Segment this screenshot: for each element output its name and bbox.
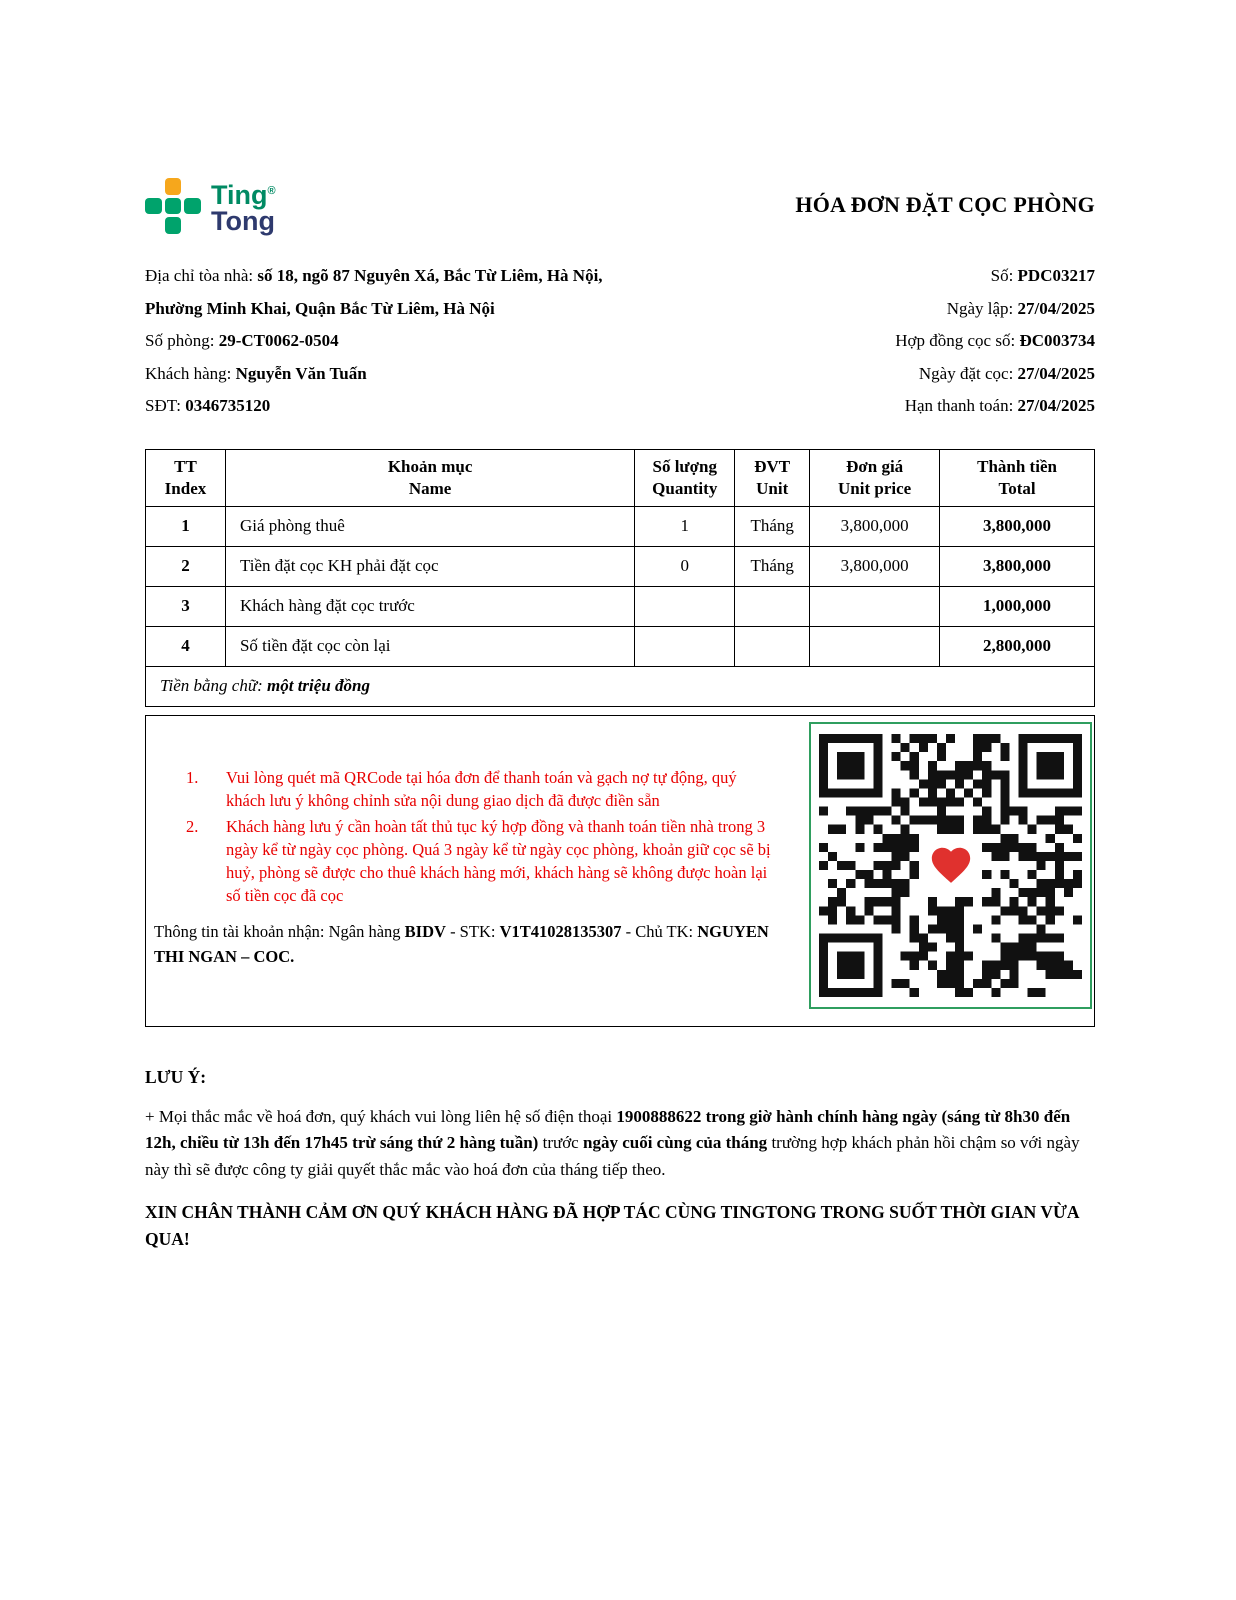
- table-row: [146, 506, 1095, 546]
- col-header-index: TT Index: [146, 449, 226, 506]
- notice-label: LƯU Ý:: [145, 1066, 207, 1087]
- cell-quantity: [635, 586, 735, 626]
- cell-quantity: 1: [635, 506, 735, 546]
- tingtong-logo: [145, 178, 276, 234]
- notes-box: [145, 715, 1095, 1027]
- payment-qr-code: [809, 722, 1092, 1009]
- cell-quantity: [635, 626, 735, 666]
- table-row: [146, 546, 1095, 586]
- col-header-unit: ĐVT Unit: [735, 449, 810, 506]
- cell-total: 1,000,000: [940, 586, 1095, 626]
- cell-name: Giá phòng thuê: [225, 506, 634, 546]
- building-address-line1: Địa chỉ tòa nhà: số 18, ngõ 87 Nguyên Xá, Bắc Từ Liêm, Hà Nội,: [145, 266, 603, 285]
- amount-in-words-row: [146, 666, 1095, 706]
- logo-word-tong: Tong: [211, 206, 275, 236]
- footer: [145, 1067, 1097, 1254]
- table-row: [146, 586, 1095, 626]
- cell-index: 1: [146, 506, 226, 546]
- cell-name: Tiền đặt cọc KH phải đặt cọc: [225, 546, 634, 586]
- cell-unit: Tháng: [735, 506, 810, 546]
- cell-unit-price: 3,800,000: [810, 546, 940, 586]
- payment-due-date: Hạn thanh toán: 27/04/2025: [904, 396, 1095, 415]
- invoice-number: Số: PDC03217: [990, 266, 1095, 285]
- cell-unit-price: 3,800,000: [810, 506, 940, 546]
- contact-notice: + Mọi thắc mắc về hoá đơn, quý khách vui lòng liên hệ số điện thoại 1900888622 trong giờ hành chính hàng ngày (sáng từ 8h30 đến 12h, chiều từ 13h đến 17h45 trừ sáng thứ 2 hàng tuần) trước ngày cuối cùng của tháng trường hợp khách phản hồi chậm so với ngày này thì sẽ được công ty giải quyết thắc mắc vào hoá đơn của tháng tiếp theo.: [145, 1106, 1080, 1179]
- building-address-line2: Phường Minh Khai, Quận Bắc Từ Liêm, Hà Nội: [145, 298, 495, 318]
- payment-notes-list: [146, 716, 771, 907]
- issue-date: Ngày lập: 27/04/2025: [946, 298, 1095, 318]
- note-item: [186, 766, 771, 812]
- col-header-total: Thành tiền Total: [940, 449, 1095, 506]
- tingtong-logo-text: [211, 178, 276, 234]
- room-number: Số phòng: 29-CT0062-0504: [145, 331, 339, 350]
- registered-mark: ®: [267, 185, 276, 197]
- bank-account-info: Thông tin tài khoản nhận: Ngân hàng BIDV - STK: V1T41028135307 - Chủ TK: NGUYEN THI NGAN – COC.: [154, 921, 769, 966]
- items-table: [145, 449, 1095, 707]
- cell-index: 3: [146, 586, 226, 626]
- table-row: [146, 626, 1095, 666]
- cell-index: 2: [146, 546, 226, 586]
- thank-you-note: XIN CHÂN THÀNH CẢM ƠN QUÝ KHÁCH HÀNG ĐÃ HỢP TÁC CÙNG TINGTONG TRONG SUỐT THỜI GIAN VỪA QUA!: [145, 1202, 1079, 1249]
- bank-name: BIDV: [404, 921, 446, 941]
- cell-total: 3,800,000: [940, 546, 1095, 586]
- tingtong-plus-icon: [145, 178, 201, 234]
- cell-unit-price: [810, 626, 940, 666]
- note-text: Khách hàng lưu ý cần hoàn tất thủ tục ký hợp đồng và thanh toán tiền nhà trong 3 ngày kể từ ngày cọc phòng. Quá 3 ngày kể từ ngày cọc phòng, khoản giữ cọc sẽ bị huỷ, phòng sẽ được cho thuê khách hàng mới, khách hàng sẽ không được hoàn lại số tiền cọc đã cọc: [226, 816, 771, 905]
- invoice-info-right: [735, 260, 1095, 423]
- note-text: Vui lòng quét mã QRCode tại hóa đơn để thanh toán và gạch nợ tự động, quý khách lưu ý không chỉnh sửa nội dung giao dịch đã được điền sẵn: [226, 767, 737, 810]
- customer-phone: SĐT: 0346735120: [145, 396, 271, 415]
- note-item: [186, 815, 771, 907]
- customer-name: Khách hàng: Nguyễn Văn Tuấn: [145, 363, 367, 383]
- amount-in-words: Tiền bằng chữ: một triệu đồng: [146, 666, 1095, 706]
- invoice-title: HÓA ĐƠN ĐẶT CỌC PHÒNG: [795, 192, 1095, 217]
- cell-total: 2,800,000: [940, 626, 1095, 666]
- deposit-date: Ngày đặt cọc: 27/04/2025: [918, 363, 1095, 383]
- invoice-info: [145, 260, 1095, 423]
- col-header-name: Khoản mục Name: [225, 449, 634, 506]
- invoice-info-left: [145, 260, 705, 423]
- cell-name: Số tiền đặt cọc còn lại: [225, 626, 634, 666]
- cell-unit: [735, 626, 810, 666]
- col-header-unit-price: Đơn giá Unit price: [810, 449, 940, 506]
- note-number: 2.: [186, 816, 199, 836]
- note-number: 1.: [186, 767, 199, 787]
- account-holder: NGUYEN THI NGAN – COC.: [154, 921, 769, 966]
- logo-word-ting: Ting: [211, 180, 268, 210]
- heart-logo-icon: [922, 836, 980, 894]
- cell-unit: Tháng: [735, 546, 810, 586]
- cell-index: 4: [146, 626, 226, 666]
- account-number: V1T41028135307: [499, 921, 622, 941]
- col-header-quantity: Số lượng Quantity: [635, 449, 735, 506]
- cell-name: Khách hàng đặt cọc trước: [225, 586, 634, 626]
- cell-quantity: 0: [635, 546, 735, 586]
- header: [145, 178, 1095, 234]
- cell-total: 3,800,000: [940, 506, 1095, 546]
- cell-unit: [735, 586, 810, 626]
- contract-number: Hợp đồng cọc số: ĐC003734: [895, 331, 1095, 350]
- table-header-row: [146, 449, 1095, 506]
- cell-unit-price: [810, 586, 940, 626]
